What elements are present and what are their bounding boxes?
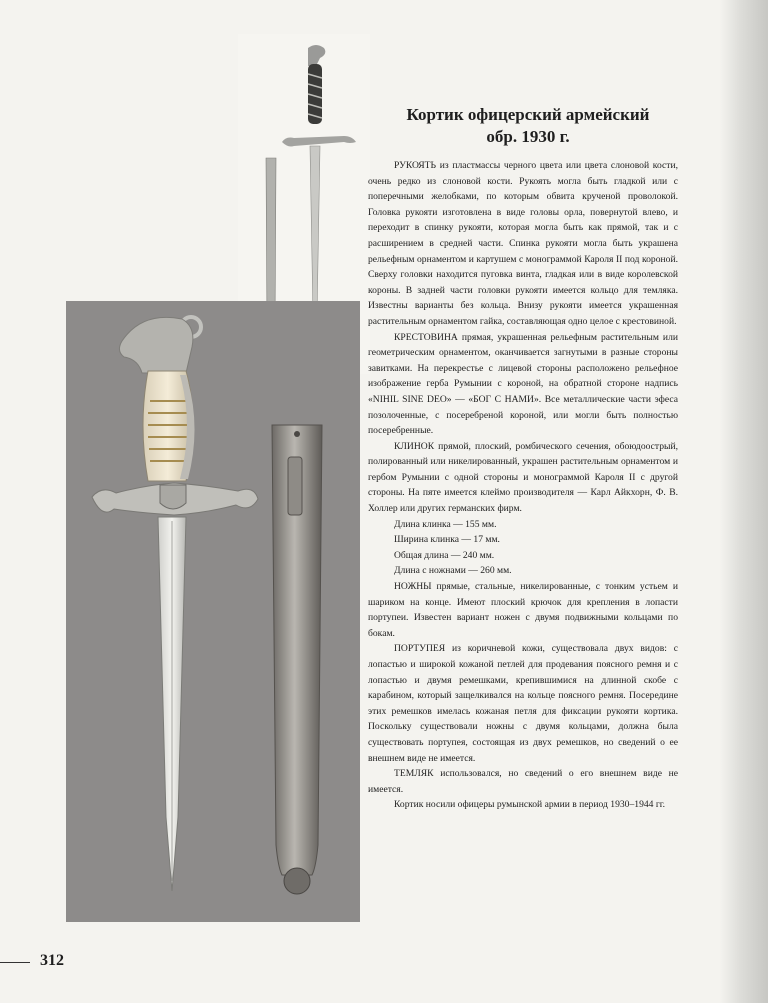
paragraph-blade: КЛИНОК прямой, плоский, ромбического сечения, обоюдоострый, полированный или никелированный, украшен растительным орнаментом и гербом Румынии с одной стороны и монограммой Кароля II с другой стороны. На пяте имеется клеймо производителя — Карл Айкхорн, Ф. В. Холлер или других германских фирм. bbox=[368, 440, 678, 515]
page-number: 312 bbox=[40, 952, 64, 969]
article-title bbox=[378, 104, 678, 148]
spec-total-length: Общая длина — 240 мм. bbox=[394, 549, 495, 561]
spec-blade-length: Длина клинка — 155 мм. bbox=[394, 518, 497, 530]
paragraph-knot: ТЕМЛЯК использовался, но сведений о его внешнем виде не имеется. bbox=[368, 768, 678, 795]
spec-blade-width: Ширина клинка — 17 мм. bbox=[394, 534, 500, 546]
paragraph-crossguard: КРЕСТОВИНА прямая, украшенная рельефным растительным или геометрическим орнаментом, оканчивается загнутыми в разные стороны завитками. На перекрестье с лицевой стороны расположено рельефное изображение герба Румынии с короной, на обратной стороне надпись «NIHIL SINE DEO» — «БОГ С НАМИ». Все металлические части эфеса позолоченные, с посеребреной короной, или могли быть полностью посеребренные. bbox=[368, 331, 678, 437]
paragraph-usage: Кортик носили офицеры румынской армии в период 1930–1944 гг. bbox=[394, 799, 666, 811]
article-body bbox=[368, 158, 678, 813]
title-line-2: обр. 1930 г. bbox=[486, 127, 570, 146]
folio-rule bbox=[0, 962, 30, 963]
paragraph-scabbard: НОЖНЫ прямые, стальные, никелированные, с тонким устьем и шариком на конце. Имеют плоский крючок для крепления в лопасти портупеи. Известен вариант ножен с двумя подвижными кольцами по бокам. bbox=[368, 581, 678, 639]
title-line-1: Кортик офицерский армейский bbox=[406, 105, 650, 124]
page-gutter-shadow bbox=[720, 0, 768, 1003]
paragraph-belt: ПОРТУПЕЯ из коричневой кожи, существовала двух видов: с лопастью и широкой кожаной петлей для продевания поясного ремня и с лопастью и двумя ремешками, крепившимися на длинной скобе с карабином, который защелкивался на кольце поясного ремня. Посередине этих ремешков имелась кожаная петля для фиксации рукояти кортика. Поскольку существовали ножны с двумя кольцами, должна была существовать портупея, состоящая из двух ремешков, но сведений о ее внешнем виде не имеется. bbox=[368, 643, 678, 764]
paragraph-handle: РУКОЯТЬ из пластмассы черного цвета или цвета слоновой кости, очень редко из слоновой кости. Рукоять могла быть гладкой или с поперечными желобками, по которым обвита крученой проволокой. Головка рукояти изготовлена в виде головы орла, повернутой влево, и переходит в спинку рукояти, которая могла быть как прямой, так и с расширением в средней части. Спинка рукояти могла быть украшена рельефным орнаментом и картушем с монограммой Кароля II под короной. Сверху головки находится пуговка винта, гладкая или в виде королевской короны. В задней части головки рукояти имеется кольцо для темляка. Известны варианты без кольца. Внизу рукояти имеется украшенная растительным орнаментом гайка, составляющая одно целое с крестовиной. bbox=[368, 160, 678, 327]
dagger-main-illustration bbox=[66, 301, 360, 922]
dagger-photo-main bbox=[66, 301, 360, 922]
spec-length-with-scabbard: Длина с ножнами — 260 мм. bbox=[394, 565, 512, 577]
